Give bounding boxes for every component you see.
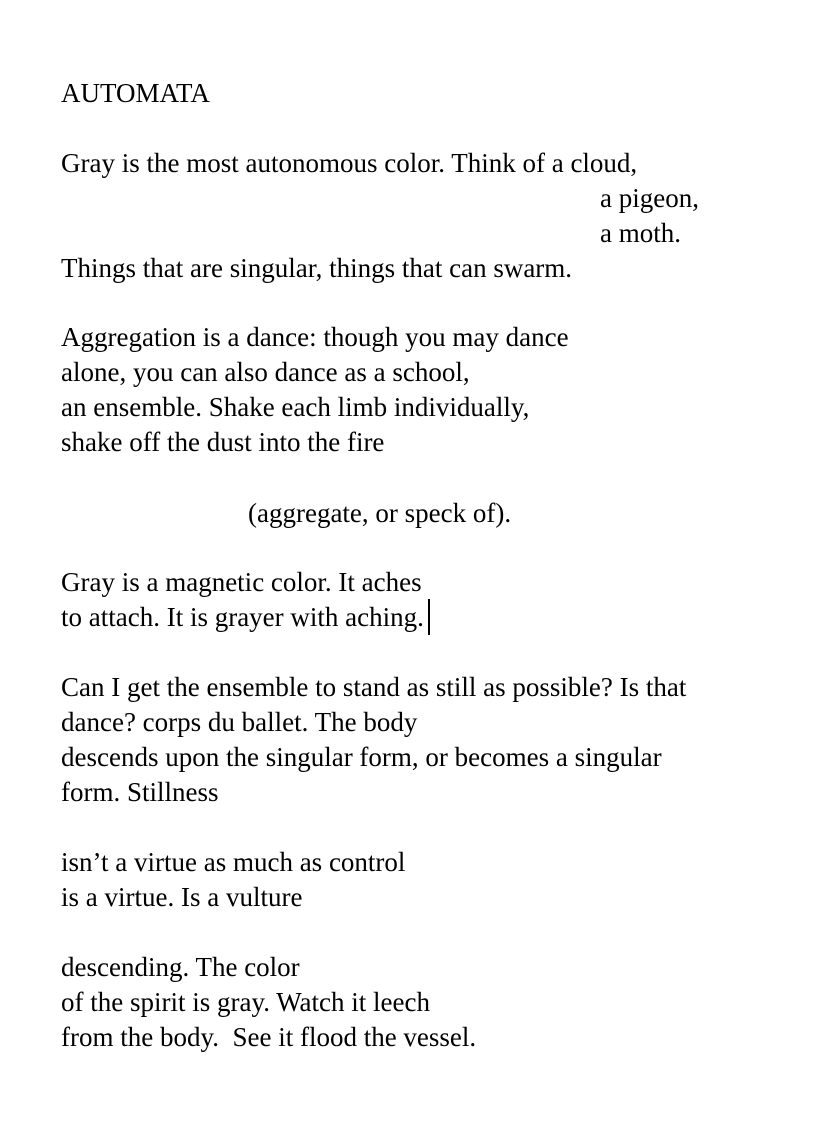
poem-line: (aggregate, or speck of). (248, 498, 512, 528)
poem-line: is a virtue. Is a vulture (61, 882, 303, 912)
poem-line: form. Stillness (61, 777, 219, 807)
poem-line: isn’t a virtue as much as control (61, 847, 406, 877)
poem-line: to attach. It is grayer with aching. (61, 602, 424, 632)
poem-line: an ensemble. Shake each limb individually, (61, 392, 530, 422)
poem-line: Aggregation is a dance: though you may dance (61, 322, 569, 352)
poem-line: a pigeon, (600, 183, 699, 213)
poem-line: of the spirit is gray. Watch it leech (61, 987, 430, 1017)
poem-title: AUTOMATA (61, 78, 210, 108)
poem-line: Gray is a magnetic color. It aches (61, 567, 422, 597)
poem-line: a moth. (600, 218, 681, 248)
poem-line: Gray is the most autonomous color. Think of a cloud, (61, 148, 638, 178)
poem-line: from the body. See it flood the vessel. (61, 1022, 477, 1052)
poem-line: Can I get the ensemble to stand as still as possible? Is that (61, 672, 687, 702)
poem-line: descends upon the singular form, or becomes a singular (61, 742, 662, 772)
poem-line: Things that are singular, things that can swarm. (61, 253, 573, 283)
poem-line: alone, you can also dance as a school, (61, 357, 470, 387)
text-cursor (428, 599, 430, 635)
poem-line: descending. The color (61, 952, 300, 982)
poem-line: shake off the dust into the fire (61, 427, 385, 457)
poem-line: dance? corps du ballet. The body (61, 707, 418, 737)
